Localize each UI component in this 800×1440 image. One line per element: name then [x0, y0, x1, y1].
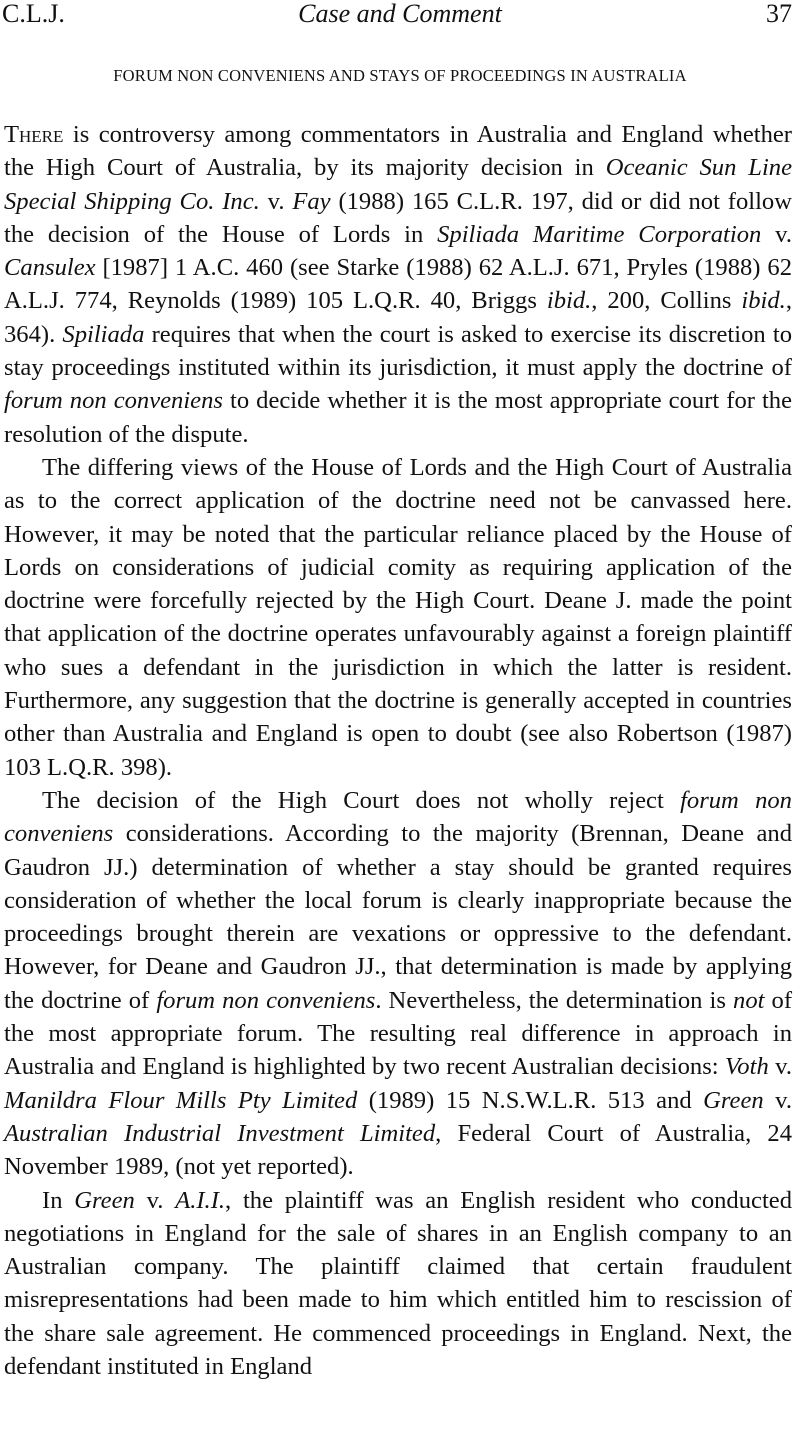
emphasis: not — [733, 986, 765, 1014]
text-run: , 200, Collins — [591, 287, 742, 315]
text-run: (1989) 15 N.S.W.L.R. 513 and — [357, 1086, 704, 1114]
journal-abbreviation: C.L.J. — [2, 0, 65, 28]
case-name: Oceanic Sun Line Special Shipping Co. Inc. — [4, 154, 792, 215]
case-name: A.I.I. — [175, 1186, 226, 1214]
text-run: (1988) 165 C.L.R. 197, did or did not follow the decision of the House of Lords in — [4, 187, 792, 248]
text-run: v. — [763, 1086, 792, 1114]
paragraph-2 — [4, 451, 792, 784]
paragraph-4 — [4, 1184, 792, 1384]
case-name: Voth — [725, 1053, 769, 1081]
case-name: Fay — [292, 187, 331, 215]
case-name: Australian Industrial Investment Limited — [4, 1119, 436, 1147]
citation-ibid: ibid. — [741, 287, 786, 315]
section-title: Case and Comment — [298, 0, 502, 28]
text-run: The differing views of the House of Lords and the High Court of Australia as to the correct application of the doctrine need not be canvassed here. However, it may be noted that the particular reliance placed by the House of Lords on considerations of judicial comity as requiring application of the doctrine were forcefully rejected by the High Court. Deane J. made the point that application of the doctrine operates unfavourably against a foreign plaintiff who sues a defendant in the jurisdiction in which the latter is resident. Furthermore, any suggestion that the doctrine is generally accepted in countries other than Australia and England is open to doubt (see also Robertson (1987) 103 L.Q.R. 398). — [4, 453, 792, 781]
case-name: Spiliada — [62, 320, 145, 348]
text-run: v. — [259, 187, 293, 215]
text-run: The decision of the High Court does not wholly reject — [42, 786, 681, 814]
text-run: In — [42, 1186, 75, 1214]
latin-term: forum non conveniens — [4, 786, 792, 848]
case-name: Cansulex — [4, 254, 96, 282]
text-run: , 364). — [4, 287, 792, 348]
text-run: to decide whether it is the most appropriate court for the resolution of the dispute. — [4, 387, 793, 448]
case-name: Manildra Flour Mills Pty Limited — [4, 1086, 358, 1114]
text-run: of the most appropriate forum. The resulting real difference in approach in Australia and England is highlighted by two recent Australian decisions: — [4, 986, 793, 1081]
case-name: Green — [703, 1086, 764, 1114]
article-body — [4, 118, 792, 1383]
article-title: FORUM NON CONVENIENS AND STAYS OF PROCEEDINGS IN AUSTRALIA — [113, 66, 687, 85]
text-run: considerations. According to the majority (Brennan, Deane and Gaudron JJ.) determination of whether a stay should be granted requires consideration of whether the local forum is clearly inappropriate because the proceedings brought therein are vexations or oppressive to the defendant. However, for Deane and Gaudron JJ., that determination is made by applying the doctrine of — [4, 820, 792, 1014]
text-run: v. — [134, 1186, 176, 1214]
text-run: . Nevertheless, the determination is — [375, 986, 734, 1014]
text-run: is controversy among commentators in Australia and England whether the High Court of Australia, by its majority decision in — [4, 121, 792, 182]
paragraph-1 — [4, 118, 792, 451]
text-run: v. — [768, 1053, 792, 1081]
latin-term: forum non conveniens — [4, 387, 223, 415]
running-head — [0, 0, 800, 30]
paragraph-3 — [4, 784, 792, 1184]
text-run: requires that when the court is asked to exercise its discretion to stay proceedings instituted within its jurisdiction, it must apply the doctrine of — [4, 320, 792, 382]
latin-term: forum non conveniens — [156, 986, 376, 1014]
text-run: , Federal Court of Australia, 24 November 1989, (not yet reported). — [4, 1119, 792, 1181]
text-run: [1987] 1 A.C. 460 (see Starke (1988) 62 A.L.J. 671, Pryles (1988) 62 A.L.J. 774, Reynolds (1989) 105 L.Q.R. 40, Briggs — [4, 254, 792, 315]
text-run: v. — [761, 220, 793, 248]
case-name: Green — [74, 1186, 135, 1214]
text-run: , the plaintiff was an English resident who conducted negotiations in England for the sale of shares in an English company to an Australian company. The plaintiff claimed that certain fraudulent misrepresentations had been made to him which entitled him to rescission of the share sale agreement. He commenced proceedings in England. Next, the defendant instituted in England — [4, 1186, 792, 1380]
citation-ibid: ibid. — [546, 287, 592, 315]
case-name: Spiliada Maritime Corporation — [437, 220, 762, 248]
opening-word: There — [4, 121, 64, 148]
page-number: 37 — [766, 0, 792, 28]
